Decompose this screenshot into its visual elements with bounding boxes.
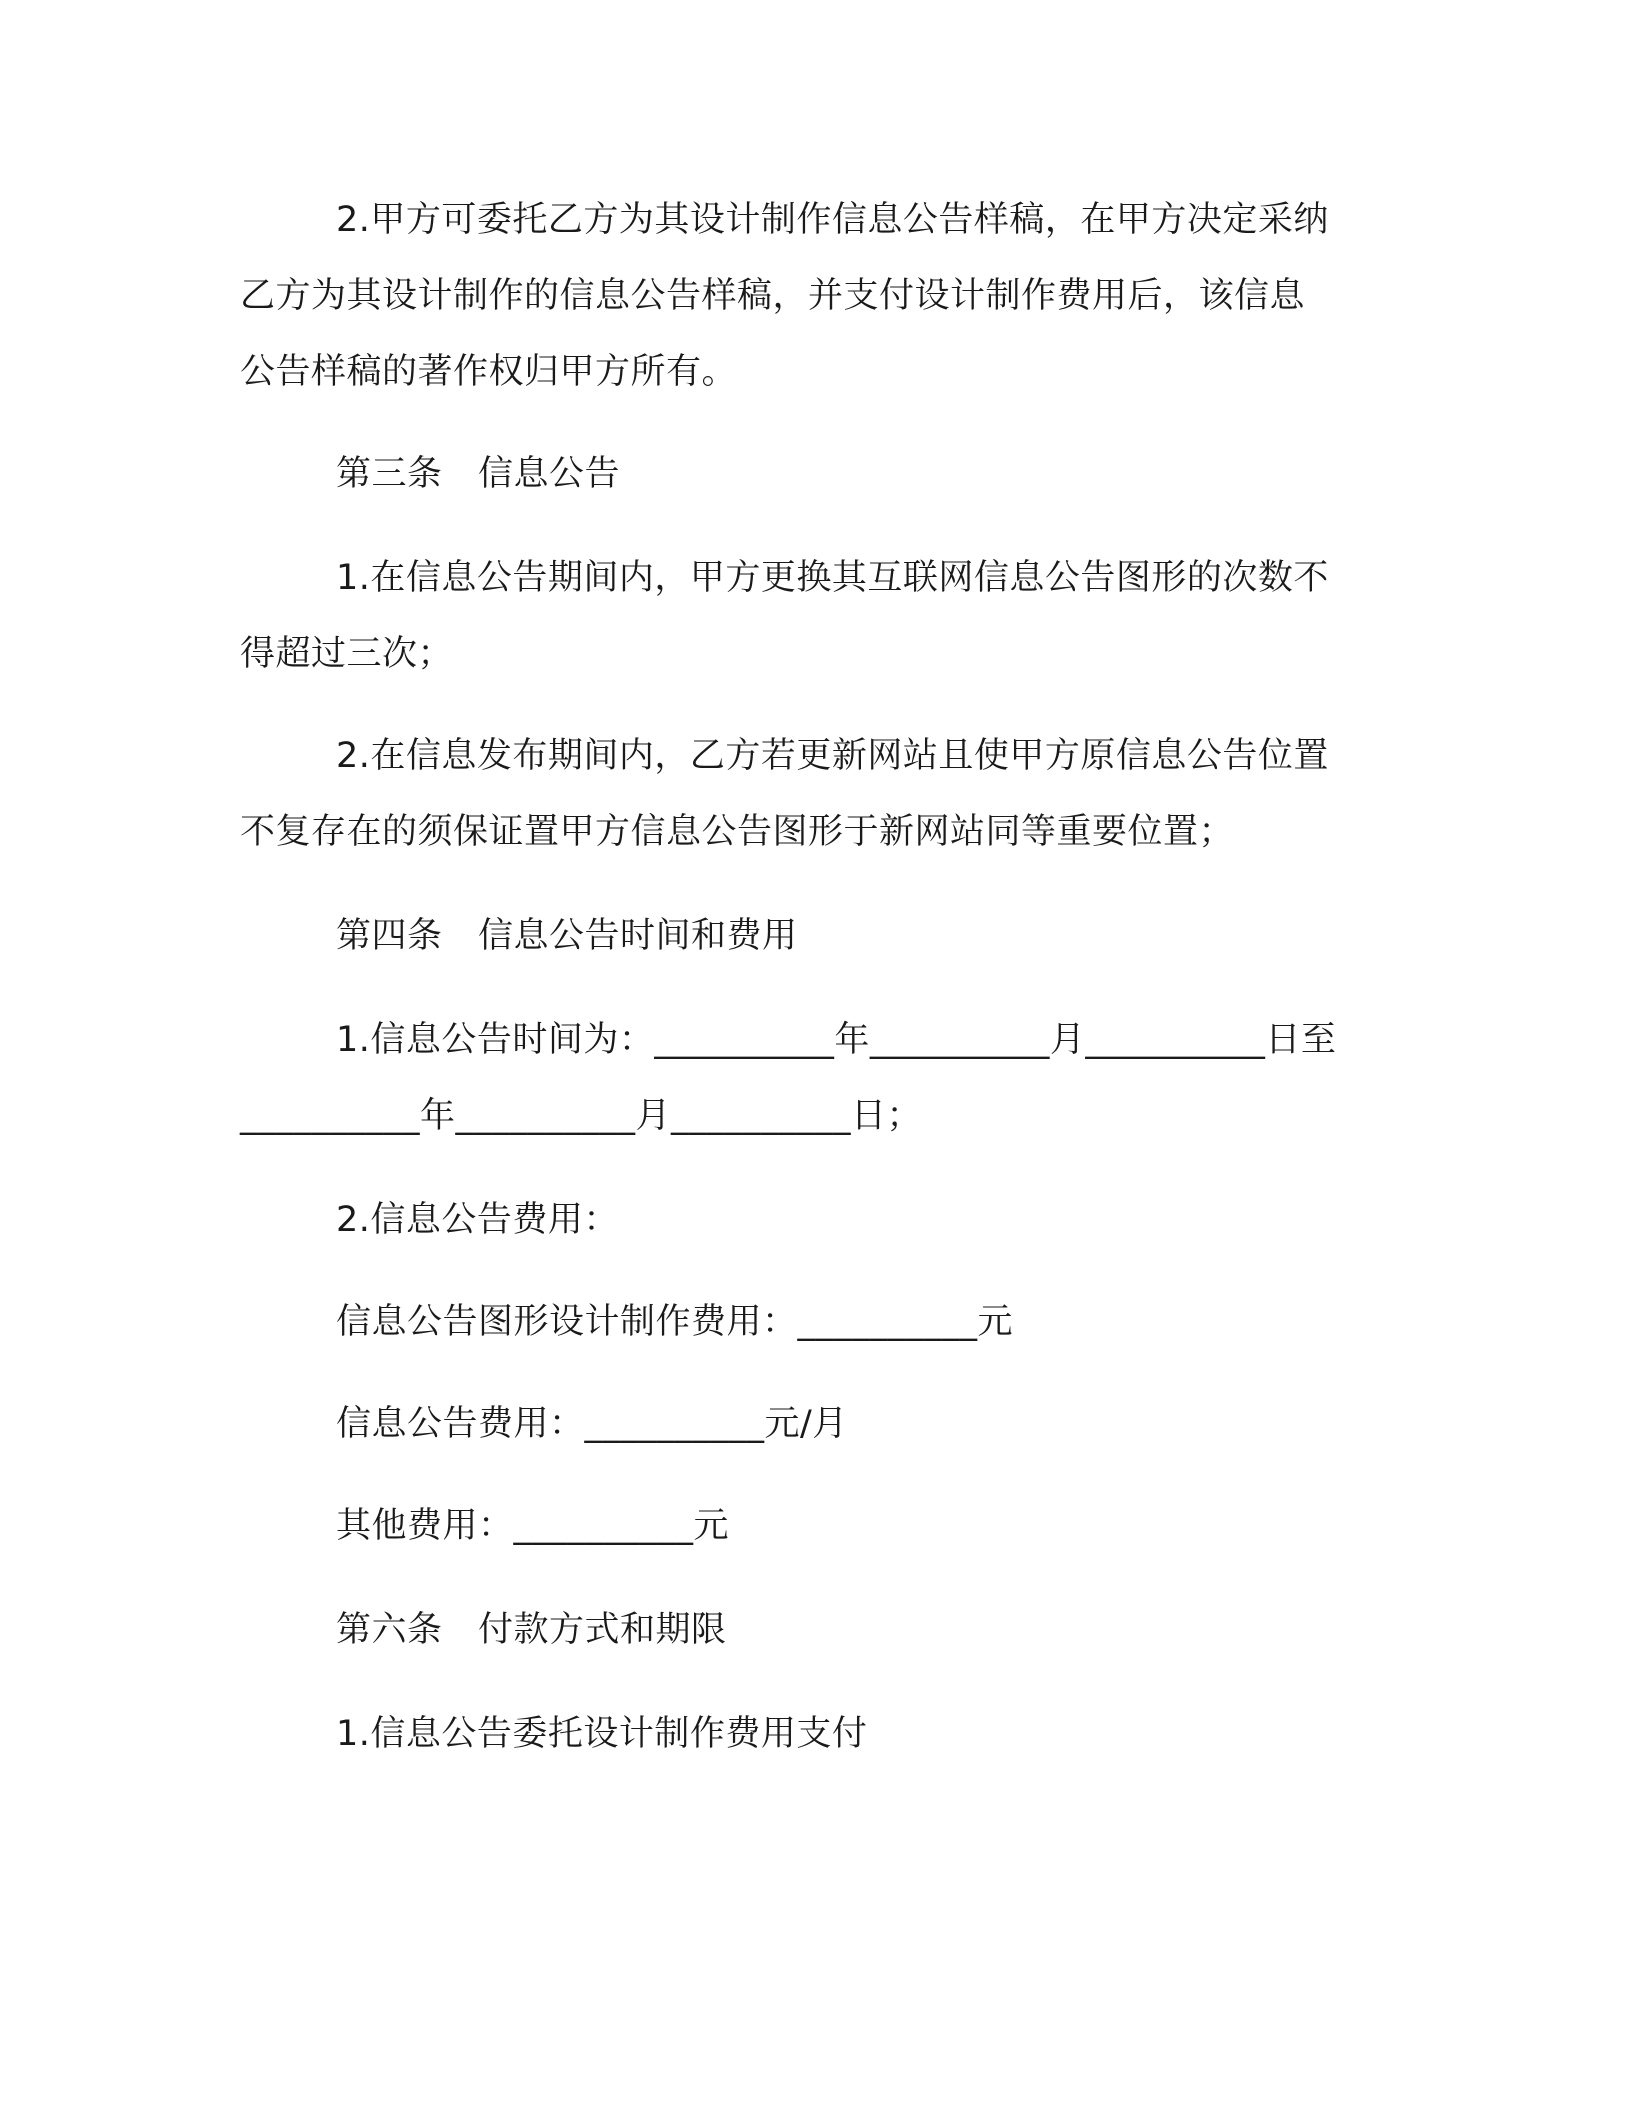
- article-4-heading: 第四条 信息公告时间和费用: [336, 916, 798, 956]
- clause-2-line-2: 乙方为其设计制作的信息公告样稿，并支付设计制作费用后，该信息: [240, 276, 1306, 316]
- monthly-fee-line: 信息公告费用：__________元/月: [336, 1404, 848, 1444]
- design-fee-line: 信息公告图形设计制作费用：__________元: [336, 1302, 1014, 1342]
- article-4-item-1-line-2: __________年__________月__________日；: [240, 1096, 923, 1136]
- other-fee-line: 其他费用：__________元: [336, 1506, 730, 1546]
- article-3-heading: 第三条 信息公告: [336, 454, 621, 494]
- article-4-item-1-line-1: 1.信息公告时间为：__________年__________月__________日至: [336, 1020, 1337, 1060]
- article-3-item-1-line-2: 得超过三次；: [240, 634, 454, 674]
- article-6-item-1: 1.信息公告委托设计制作费用支付: [336, 1714, 868, 1754]
- article-4-item-2-heading: 2.信息公告费用：: [336, 1200, 619, 1240]
- clause-2-line-1: 2.甲方可委托乙方为其设计制作信息公告样稿，在甲方决定采纳: [336, 200, 1329, 240]
- article-3-item-1-line-1: 1.在信息公告期间内，甲方更换其互联网信息公告图形的次数不: [336, 558, 1329, 598]
- clause-2-line-3: 公告样稿的著作权归甲方所有。: [240, 352, 738, 392]
- article-3-item-2-line-2: 不复存在的须保证置甲方信息公告图形于新网站同等重要位置；: [240, 812, 1235, 852]
- article-3-item-2-line-1: 2.在信息发布期间内，乙方若更新网站且使甲方原信息公告位置: [336, 736, 1329, 776]
- article-6-heading: 第六条 付款方式和期限: [336, 1610, 727, 1650]
